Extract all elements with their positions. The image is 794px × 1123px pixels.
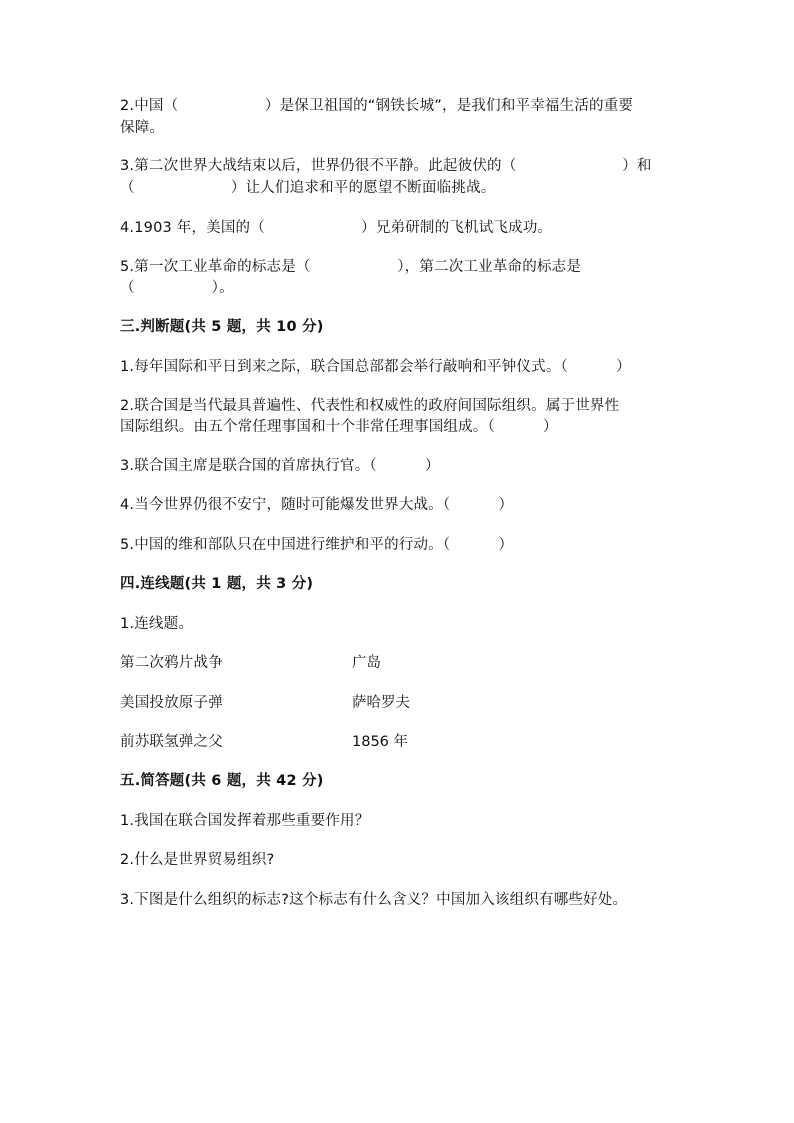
- judge-q1: 1.每年国际和平日到来之际，联合国总部都会举行敲响和平钟仪式。（ ）: [120, 359, 631, 375]
- short-q1: 1.我国在联合国发挥着那些重要作用？: [120, 813, 370, 829]
- fill-q3-line2: （ ）让人们追求和平的愿望不断面临挑战。: [120, 180, 496, 196]
- short-q3: 3.下图是什么组织的标志?这个标志有什么含义？中国加入该组织有哪些好处。: [120, 892, 628, 908]
- judge-q5: 5.中国的维和部队只在中国进行维护和平的行动。（ ）: [120, 537, 514, 553]
- fill-q3-line1: 3.第二次世界大战结束以后，世界仍很不平静。此起彼伏的（ ）和: [120, 158, 652, 174]
- match-left-item: 第二次鸦片战争: [120, 655, 223, 671]
- judge-q2-line2: 国际组织。由五个常任理事国和十个非常任理事国组成。（ ）: [120, 419, 558, 435]
- fill-q2-line1: 2.中国（ ）是保卫祖国的“钢铁长城”，是我们和平幸福生活的重要: [120, 98, 634, 114]
- short-q2: 2.什么是世界贸易组织?: [120, 852, 275, 868]
- judge-q2-line1: 2.联合国是当代最具普遍性、代表性和权威性的政府间国际组织。属于世界性: [120, 398, 620, 414]
- fill-q5-line2: （ ）。: [120, 280, 234, 296]
- fill-q4: 4.1903 年，美国的（ ）兄弟研制的飞机试飞成功。: [120, 220, 553, 236]
- judge-q4: 4.当今世界仍很不安宁，随时可能爆发世界大战。（ ）: [120, 497, 514, 513]
- section3-heading: 三.判断题(共 5 题，共 10 分): [120, 319, 324, 335]
- fill-q2-line2: 保障。: [120, 120, 165, 136]
- match-left-item: 前苏联氢弹之父: [120, 734, 223, 750]
- match-left-item: 美国投放原子弹: [120, 695, 223, 711]
- match-right-item: 1856 年: [352, 734, 409, 750]
- match-right-item: 萨哈罗夫: [352, 695, 410, 711]
- judge-q3: 3.联合国主席是联合国的首席执行官。（ ）: [120, 458, 440, 474]
- fill-q5-line1: 5.第一次工业革命的标志是（ ），第二次工业革命的标志是: [120, 259, 582, 275]
- match-q1: 1.连线题。: [120, 616, 194, 632]
- section4-heading: 四.连线题(共 1 题，共 3 分): [120, 576, 314, 592]
- section5-heading: 五.简答题(共 6 题，共 42 分): [120, 773, 324, 789]
- match-right-item: 广岛: [352, 655, 381, 671]
